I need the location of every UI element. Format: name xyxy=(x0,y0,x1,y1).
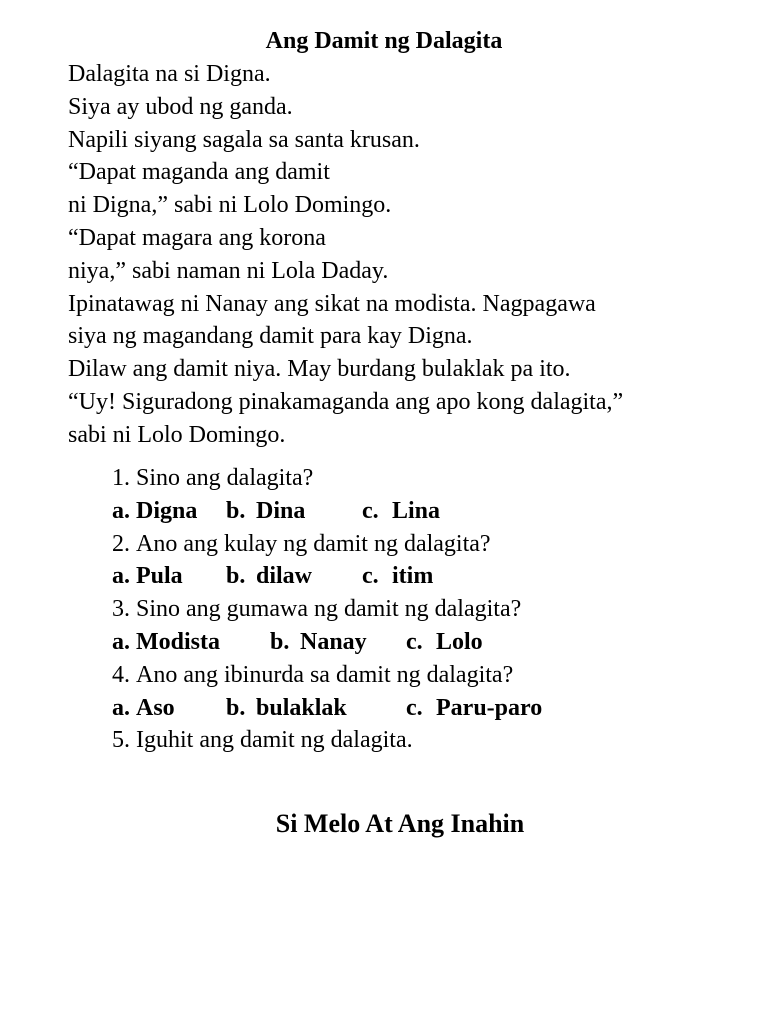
choice-b xyxy=(270,626,406,659)
question-number: 5. xyxy=(112,727,130,754)
choice-letter: a. xyxy=(112,628,130,655)
question-3-choices xyxy=(112,626,752,659)
story-line: sabi ni Lolo Domingo. xyxy=(68,421,286,448)
choice-text: Nanay xyxy=(300,628,367,655)
choice-letter: a. xyxy=(112,497,130,524)
choice-c xyxy=(362,560,433,593)
choice-letter: c. xyxy=(406,694,423,721)
choice-text: Digna xyxy=(136,497,198,524)
choice-b xyxy=(226,495,362,528)
question-number: 3. xyxy=(112,596,130,623)
story-text xyxy=(68,58,758,452)
question-2-choices xyxy=(112,560,752,593)
question-text: Iguhit ang damit ng dalagita. xyxy=(136,727,413,754)
choice-a xyxy=(112,692,226,725)
choice-c xyxy=(406,626,483,659)
question-number: 2. xyxy=(112,530,130,557)
story-line: niya,” sabi naman ni Lola Daday. xyxy=(68,257,389,284)
question-2 xyxy=(112,528,752,561)
choice-b xyxy=(226,560,362,593)
question-text: Ano ang kulay ng damit ng dalagita? xyxy=(136,530,491,557)
choice-text: Dina xyxy=(256,497,306,524)
choice-letter: a. xyxy=(112,694,130,721)
story-line: siya ng magandang damit para kay Digna. xyxy=(68,323,473,350)
story-line: Dalagita na si Digna. xyxy=(68,61,271,87)
choice-letter: c. xyxy=(362,497,379,524)
choice-a xyxy=(112,495,226,528)
choice-letter: b. xyxy=(226,563,246,590)
choice-text: Lolo xyxy=(436,628,483,655)
choice-c xyxy=(406,692,542,725)
question-4-choices xyxy=(112,692,752,725)
choice-letter: b. xyxy=(226,497,246,524)
question-5 xyxy=(112,724,752,757)
choice-text: dilaw xyxy=(256,563,313,590)
story-line: ni Digna,” sabi ni Lolo Domingo. xyxy=(68,192,392,219)
choice-text: Lina xyxy=(392,497,441,524)
choice-b xyxy=(226,692,406,725)
question-1-choices xyxy=(112,495,752,528)
choice-letter: c. xyxy=(406,628,423,655)
story-line: Dilaw ang damit niya. May burdang bulaklak pa ito. xyxy=(68,356,571,383)
choice-letter: c. xyxy=(362,563,379,590)
choice-a xyxy=(112,560,226,593)
choice-a xyxy=(112,626,270,659)
question-number: 1. xyxy=(112,465,130,491)
question-text: Ano ang ibinurda sa damit ng dalagita? xyxy=(136,661,514,688)
document-title: Ang Damit ng Dalagita xyxy=(265,28,503,54)
question-4 xyxy=(112,659,752,692)
choice-text: bulaklak xyxy=(256,694,347,721)
question-text: Sino ang dalagita? xyxy=(136,465,314,491)
story-line: Siya ay ubod ng ganda. xyxy=(68,93,293,120)
question-3 xyxy=(112,593,752,626)
story-line: Napili siyang sagala sa santa krusan. xyxy=(68,126,420,153)
choice-letter: b. xyxy=(226,694,246,721)
choice-text: Modista xyxy=(136,628,220,655)
question-number: 4. xyxy=(112,661,130,688)
story-line: Ipinatawag ni Nanay ang sikat na modista. Nagpagawa xyxy=(68,290,596,317)
choice-text: Paru-paro xyxy=(436,694,543,721)
story-line: “Dapat magara ang korona xyxy=(68,224,326,251)
choice-text: Pula xyxy=(136,563,183,590)
story-line: “Uy! Siguradong pinakamaganda ang apo kong dalagita,” xyxy=(68,388,624,415)
choice-letter: b. xyxy=(270,628,290,655)
choice-letter: a. xyxy=(112,563,130,590)
choice-c xyxy=(362,495,440,528)
question-list xyxy=(112,462,752,757)
next-story-title: Si Melo At Ang Inahin xyxy=(275,809,525,838)
choice-text: Aso xyxy=(136,694,175,721)
question-text: Sino ang gumawa ng damit ng dalagita? xyxy=(136,596,522,623)
question-1 xyxy=(112,462,752,495)
choice-text: itim xyxy=(392,563,434,590)
story-line: “Dapat maganda ang damit xyxy=(68,159,330,186)
